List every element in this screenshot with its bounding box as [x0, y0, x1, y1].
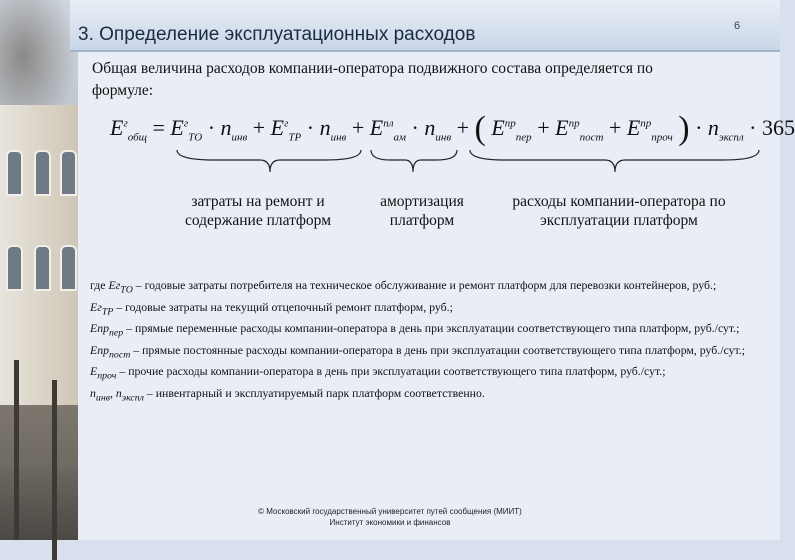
formula-term-post: $E^{пр}_{пост}$: [555, 115, 604, 144]
formula-term-per: $E^{пр}_{пер}$: [491, 115, 532, 144]
slide-title: 3. Определение эксплуатационных расходов: [78, 24, 476, 45]
cost-formula: $E^г_{общ} = E^г_{ТО} \cdot n_{инв} + E^г_{ТР} \cdot n_{инв} + E^{пл}_{ам} \cdot n_{инв}$ + ( $E^{пр}_{пер} + E^{пр}_{пост} + E^{пр}_{проч}$ ) · $n_{экспл} \cdot 365$: [110, 110, 795, 147]
brace-operator-costs: [470, 150, 759, 172]
formula-term-am: $E^{пл}_{ам}$: [369, 115, 407, 144]
building-window: [60, 150, 77, 196]
brace-label-repair: затраты на ремонт и содержание платформ: [184, 193, 332, 229]
footer: [220, 506, 560, 528]
brace-label-operator: расходы компании-оператора по эксплуатации платформ: [512, 193, 726, 229]
definition-item: Eпр$_{пост}$ – прямые постоянные расходы компании-оператора в день при эксплуатации соответствующего типа платформ, руб./сут.;: [90, 342, 745, 361]
brace-label-amortization: амортизация платформ: [380, 193, 464, 229]
definition-item: $n_{инв}$, $n_{экспл}$ – инвентарный и эксплуатируемый парк платформ соответственно.: [90, 385, 485, 404]
ground: [0, 470, 78, 540]
building-window: [6, 245, 23, 291]
definition-item: где $Eг_{ТО}$ – годовые затраты потребителя на техническое обслуживание и ремонт платформ для перевозки контейнеров, руб.;: [90, 278, 717, 296]
formula-term-to: $E^г_{ТО}$: [170, 115, 203, 144]
tree-trunk: [52, 380, 57, 560]
building-window: [34, 245, 51, 291]
footer-institute: Институт экономики и финансов: [329, 518, 451, 527]
tree-trunk: [14, 360, 19, 540]
formula-term-tr: $E^г_{ТР}$: [270, 115, 302, 144]
definition-item: $E_{проч}$ – прочие расходы компании-оператора в день при эксплуатации соответствующего типа платформ, руб./сут.;: [90, 364, 666, 382]
page-number: 6: [734, 20, 741, 32]
building-window: [6, 150, 23, 196]
definitions-block: [90, 277, 754, 406]
formula-lhs: $E^г_{общ}$: [110, 115, 147, 144]
intro-text: Общая величина расходов компании-оператора подвижного состава определяется по формуле:: [92, 60, 653, 99]
campus-photo: [0, 0, 78, 540]
definition-item: Eпр$_{пер}$ – прямые переменные расходы компании-оператора в день при эксплуатации соответствующего типа платформ, руб./сут.;: [90, 321, 740, 339]
footer-copyright: © Московский государственный университет путей сообщения (МИИТ): [258, 507, 522, 516]
formula-braces: [175, 148, 765, 178]
definition-item: $Eг_{ТР}$ – годовые затраты на текущий отцепочный ремонт платформ, руб.;: [90, 299, 453, 317]
brace-repair: [177, 150, 361, 172]
building-window: [34, 150, 51, 196]
brace-amortization: [371, 150, 457, 172]
formula-term-proch: $E^{пр}_{проч}$: [626, 115, 673, 144]
building-window: [60, 245, 77, 291]
